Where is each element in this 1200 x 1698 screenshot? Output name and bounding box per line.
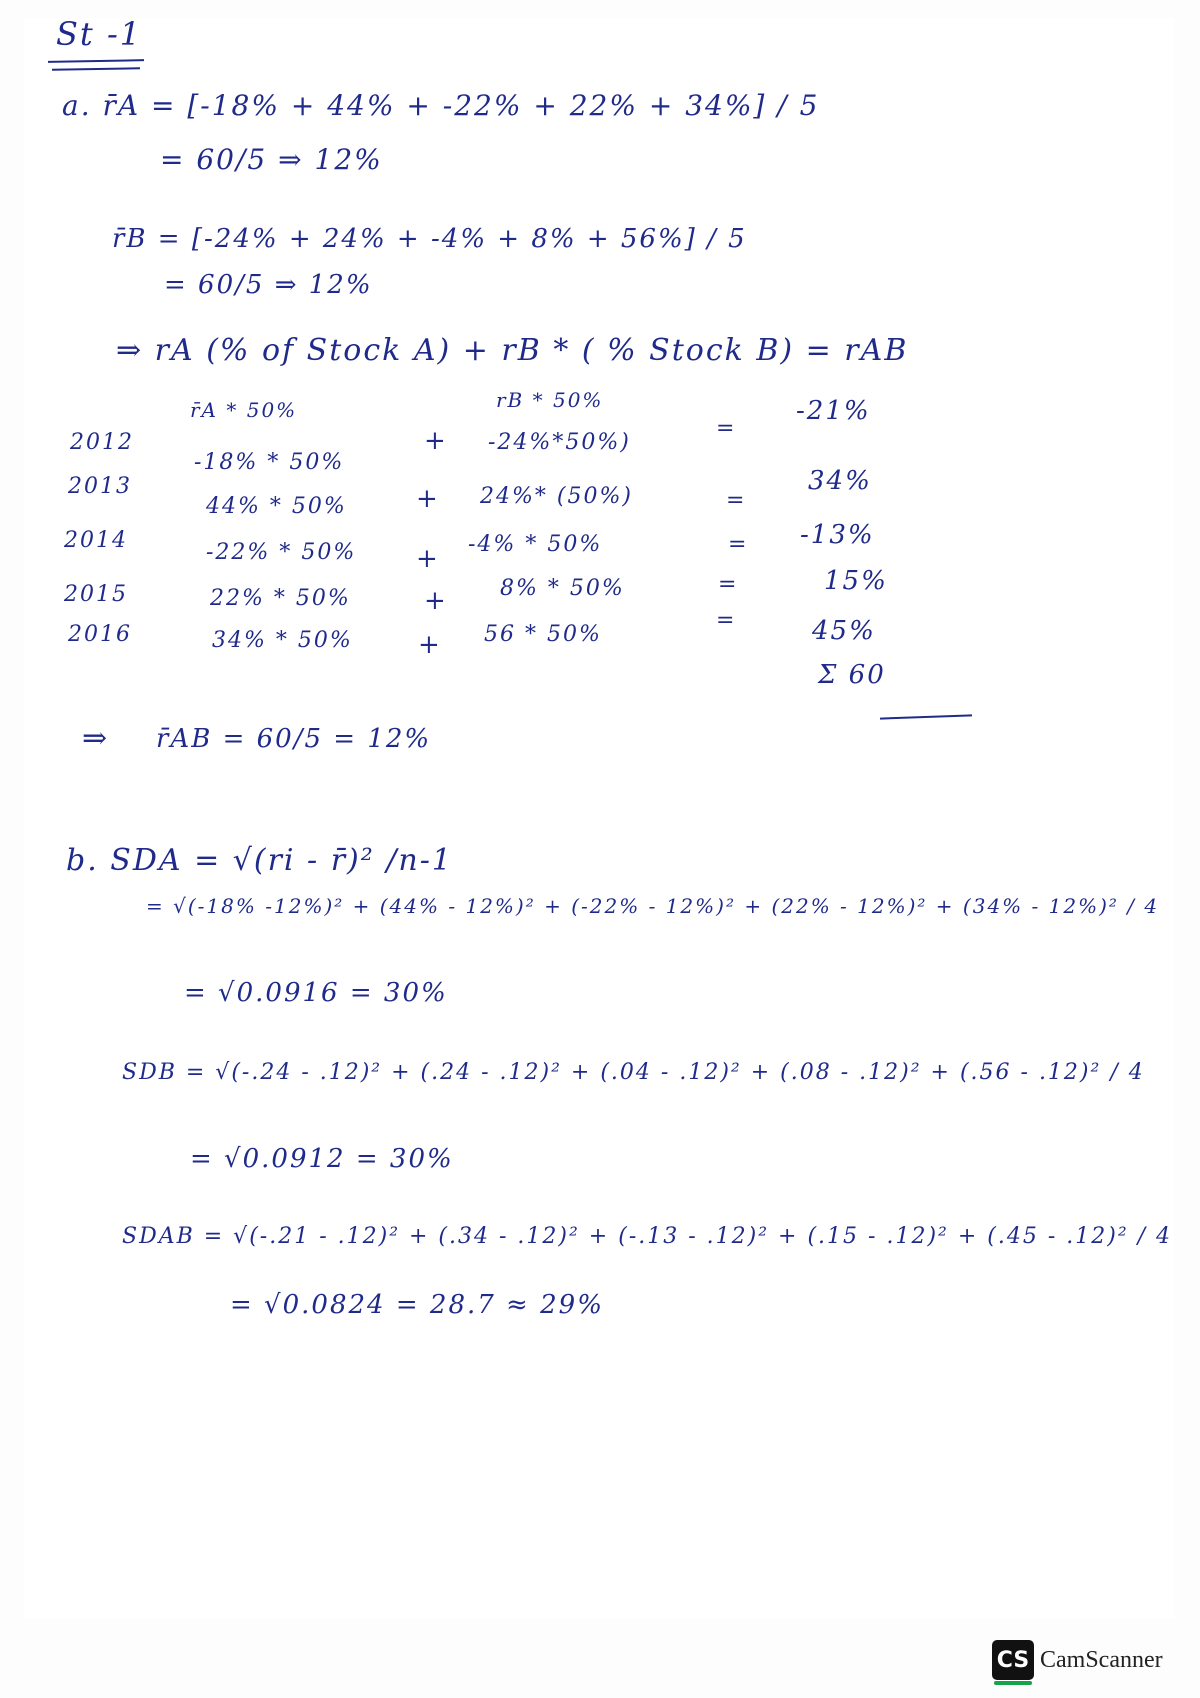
- result-cell: -13%: [800, 520, 875, 550]
- camscanner-logo: [992, 1640, 1163, 1680]
- page-heading: St -1: [56, 15, 143, 53]
- sum-value: Σ 60: [818, 660, 886, 690]
- a-cell: 22% * 50%: [210, 586, 351, 611]
- result-cell: 15%: [824, 566, 888, 596]
- equals-sign: =: [716, 608, 737, 633]
- sdab-result: = √0.0824 = 28.7 ≈ 29%: [230, 1290, 604, 1320]
- cs-logo-icon: CS: [992, 1640, 1034, 1680]
- rab-arrow: ⇒: [82, 721, 110, 756]
- year-cell: 2014: [64, 528, 128, 553]
- result-cell: 45%: [812, 616, 876, 646]
- a-cell: -22% * 50%: [206, 540, 357, 565]
- equals-sign: =: [728, 532, 749, 557]
- col-b-header: rB * 50%: [496, 388, 604, 412]
- ra-line-2: = 60/5 ⇒ 12%: [160, 143, 383, 176]
- b-cell: 24%* (50%): [480, 484, 633, 509]
- b-cell: -4% * 50%: [468, 532, 603, 557]
- a-cell: 44% * 50%: [206, 494, 347, 519]
- b-cell: 8% * 50%: [500, 576, 625, 601]
- year-cell: 2016: [68, 622, 132, 647]
- ra-line-1: a. r̄A = [-18% + 44% + -22% + 22% + 34%] / 5: [62, 89, 820, 122]
- year-cell: 2013: [68, 474, 132, 499]
- equals-sign: =: [726, 488, 747, 513]
- plus-sign: +: [416, 484, 440, 514]
- plus-sign: +: [424, 586, 448, 616]
- sda-formula: b. SDA = √(ri - r̄)² /n-1: [66, 843, 453, 878]
- result-cell: -21%: [796, 396, 871, 426]
- col-a-header: r̄A * 50%: [190, 398, 298, 422]
- year-cell: 2015: [64, 582, 128, 607]
- plus-sign: +: [424, 426, 448, 456]
- sda-result: = √0.0916 = 30%: [184, 978, 448, 1008]
- sdb-result: = √0.0912 = 30%: [190, 1144, 454, 1174]
- rab-result: r̄AB = 60/5 = 12%: [156, 724, 432, 754]
- camscanner-label: CamScanner: [1040, 1646, 1163, 1673]
- b-cell: -24%*50%): [488, 430, 631, 455]
- paper-sheet: [24, 15, 1174, 1618]
- plus-sign: +: [418, 630, 442, 660]
- sdb-expansion: SDB = √(-.24 - .12)² + (.24 - .12)² + (.04 - .12)² + (.08 - .12)² + (.56 - .12)² / 4: [122, 1060, 1145, 1085]
- portfolio-formula: ⇒ rA (% of Stock A) + rB * ( % Stock B) = rAB: [116, 333, 909, 368]
- equals-sign: =: [718, 572, 739, 597]
- equals-sign: =: [716, 416, 737, 441]
- sda-expansion: = √(-18% -12%)² + (44% - 12%)² + (-22% - 12%)² + (22% - 12%)² + (34% - 12%)² / 4: [146, 894, 1160, 918]
- a-cell: -18% * 50%: [194, 450, 345, 475]
- b-cell: 56 * 50%: [484, 622, 602, 647]
- year-cell: 2012: [70, 430, 134, 455]
- rb-line-1: r̄B = [-24% + 24% + -4% + 8% + 56%] / 5: [112, 224, 747, 254]
- a-cell: 34% * 50%: [212, 628, 353, 653]
- result-cell: 34%: [808, 466, 872, 496]
- sdab-expansion: SDAB = √(-.21 - .12)² + (.34 - .12)² + (-.13 - .12)² + (.15 - .12)² + (.45 - .12)² / 4: [122, 1224, 1173, 1249]
- rb-line-2: = 60/5 ⇒ 12%: [164, 270, 373, 300]
- plus-sign: +: [416, 544, 440, 574]
